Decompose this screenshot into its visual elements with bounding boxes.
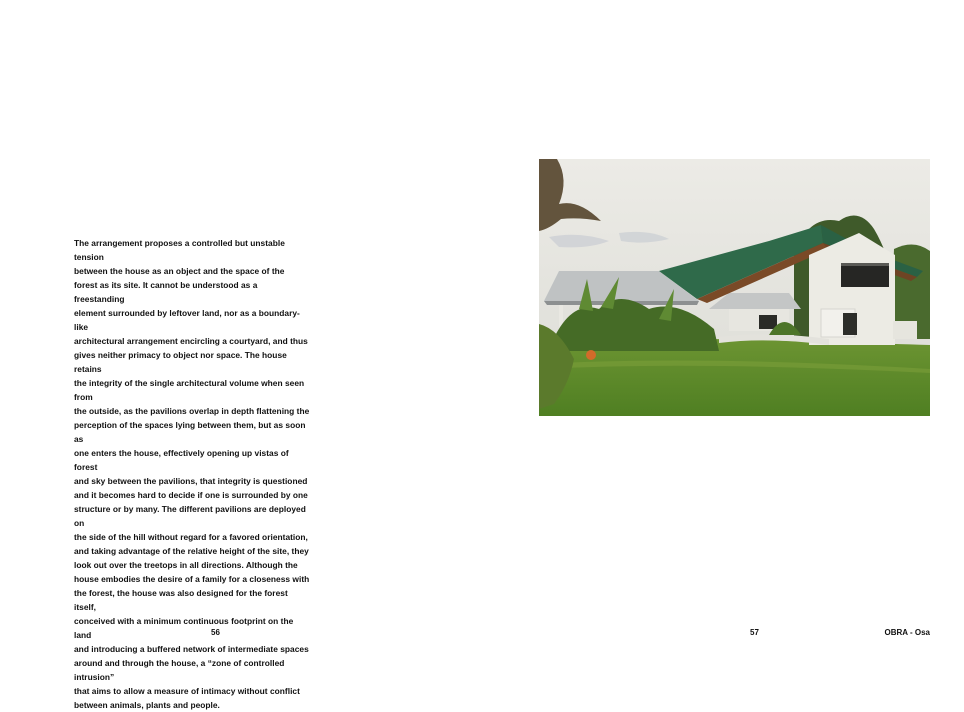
flower	[586, 350, 596, 360]
page-number-right: 57	[750, 628, 759, 637]
page-number-left: 56	[211, 628, 220, 637]
body-paragraph: The arrangement proposes a controlled but unstable tension between the house as an object and the space of the forest as its site. It cannot be understood as a freestanding element surrounded by leftover land, nor as a boundary-like architectural arrangement encircling a courtyard, and thus gives neither primacy to object nor space. The house retains the integrity of the single architectural volume when seen from the outside, as the pavilions overlap in depth flattening the perception of the spaces lying between them, but as soon as one enters the house, effectively opening up vistas of forest and sky between the pavilions, that integrity is questioned and it becomes hard to decide if one is surrounded by one structure or by many. The different pavilions are deployed on the side of the hill without regard for a favored orientation, and taking advantage of the relative height of the site, they look out over the treetops in all directions. Although the house embodies the desire of a family for a closeness with the forest, the house was also designed for the forest itself, conceived with a minimum continuous footprint on the land and introducing a buffered network of intermediate spaces around and through the house, a “zone of controlled intrusion” that aims to allow a measure of intimacy without conflict between animals, plants and people.	[74, 238, 310, 710]
window-upper	[841, 263, 889, 287]
low-wall	[893, 321, 917, 339]
door	[843, 313, 857, 335]
opening	[759, 315, 777, 329]
house-illustration	[539, 159, 930, 416]
window-frame	[841, 263, 889, 266]
house-photograph	[539, 159, 930, 416]
running-title: OBRA - Osa	[884, 628, 930, 637]
